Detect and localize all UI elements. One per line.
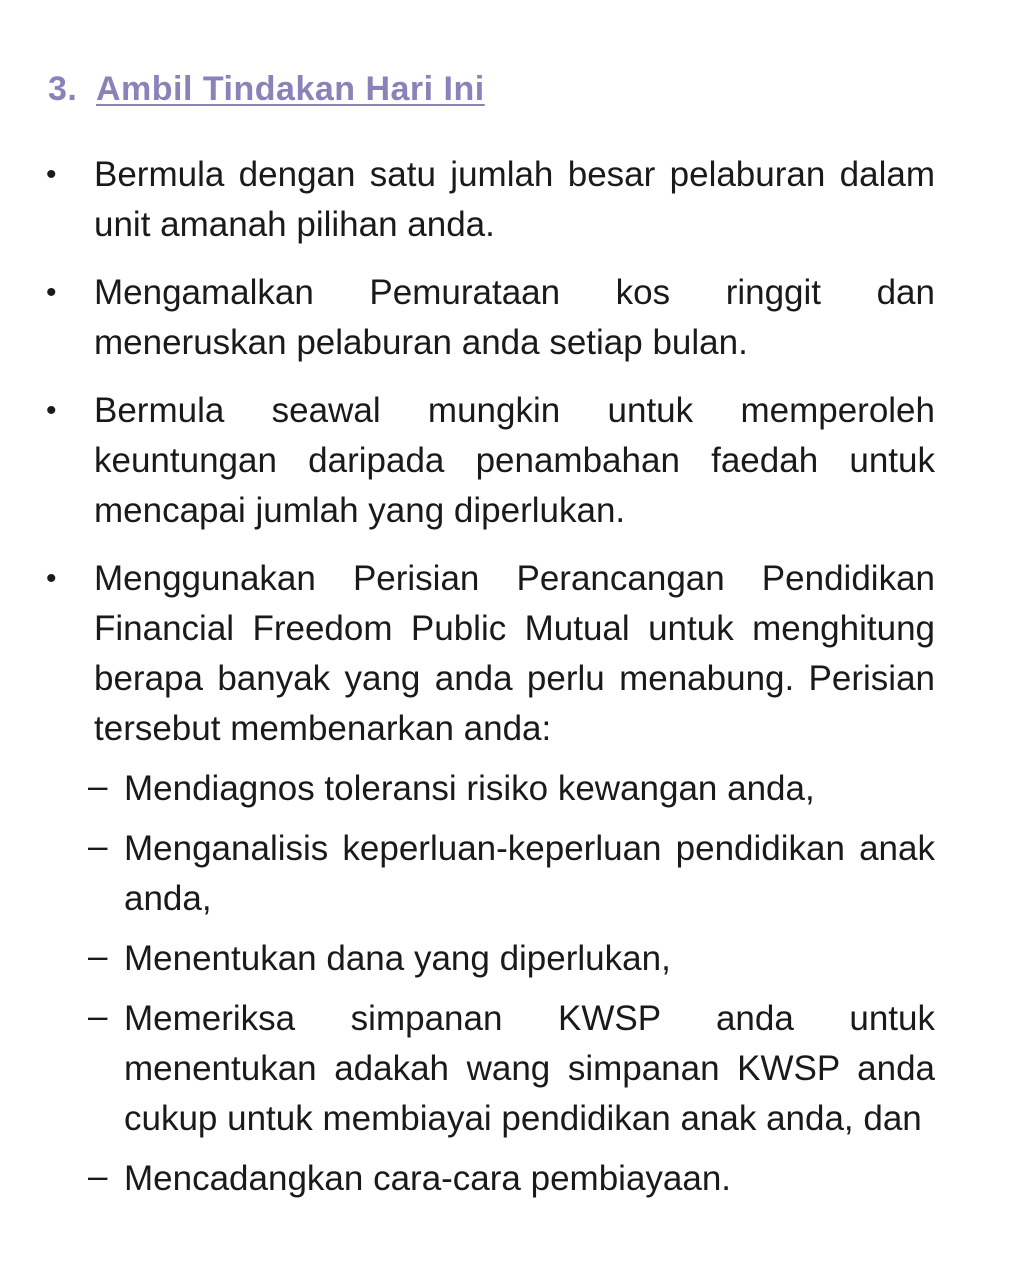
bullet-marker: •: [46, 562, 57, 595]
list-item: [40, 150, 935, 250]
section-title: Ambil Tindakan Hari Ini: [96, 70, 485, 108]
bullet-marker: •: [46, 394, 57, 427]
bullet-text: Bermula seawal mungkin untuk memperoleh keuntungan daripada penambahan faedah untuk mencapai jumlah yang diperlukan.: [94, 391, 935, 530]
list-item: [40, 268, 935, 368]
dash-marker: –: [88, 767, 108, 806]
dash-marker: –: [88, 827, 108, 866]
sub-item-text: Mendiagnos toleransi risiko kewangan anda,: [124, 769, 815, 808]
sub-item-text: Mencadangkan cara-cara pembiayaan.: [124, 1159, 732, 1198]
dash-marker: –: [88, 1157, 108, 1196]
sub-list-item: [88, 994, 935, 1144]
bullet-marker: •: [46, 158, 57, 191]
bullet-marker: •: [46, 276, 57, 309]
sub-list-item: [88, 934, 935, 984]
sub-list-item: [88, 1154, 935, 1204]
sub-item-text: Memeriksa simpanan KWSP anda untuk menentukan adakah wang simpanan KWSP anda cukup untuk membiayai pendidikan anak anda, dan: [124, 999, 935, 1138]
dash-marker: –: [88, 997, 108, 1036]
sub-item-text: Menganalisis keperluan-keperluan pendidikan anak anda,: [124, 829, 935, 918]
bullet-text: Mengamalkan Pemurataan kos ringgit dan meneruskan pelaburan anda setiap bulan.: [94, 273, 935, 362]
section-number: 3.: [48, 70, 78, 108]
list-item: [40, 554, 935, 1204]
sub-item-text: Menentukan dana yang diperlukan,: [124, 939, 671, 978]
sub-list: [88, 764, 935, 1204]
bullet-text: Menggunakan Perisian Perancangan Pendidikan Financial Freedom Public Mutual untuk menghitung berapa banyak yang anda perlu menabung. Perisian tersebut membenarkan anda:: [94, 559, 935, 748]
bullet-list: [40, 150, 935, 1222]
sub-list-item: [88, 824, 935, 924]
dash-marker: –: [88, 937, 108, 976]
section-heading: [48, 70, 485, 109]
list-item: [40, 386, 935, 536]
sub-list-item: [88, 764, 935, 814]
bullet-text: Bermula dengan satu jumlah besar pelaburan dalam unit amanah pilihan anda.: [94, 155, 935, 244]
